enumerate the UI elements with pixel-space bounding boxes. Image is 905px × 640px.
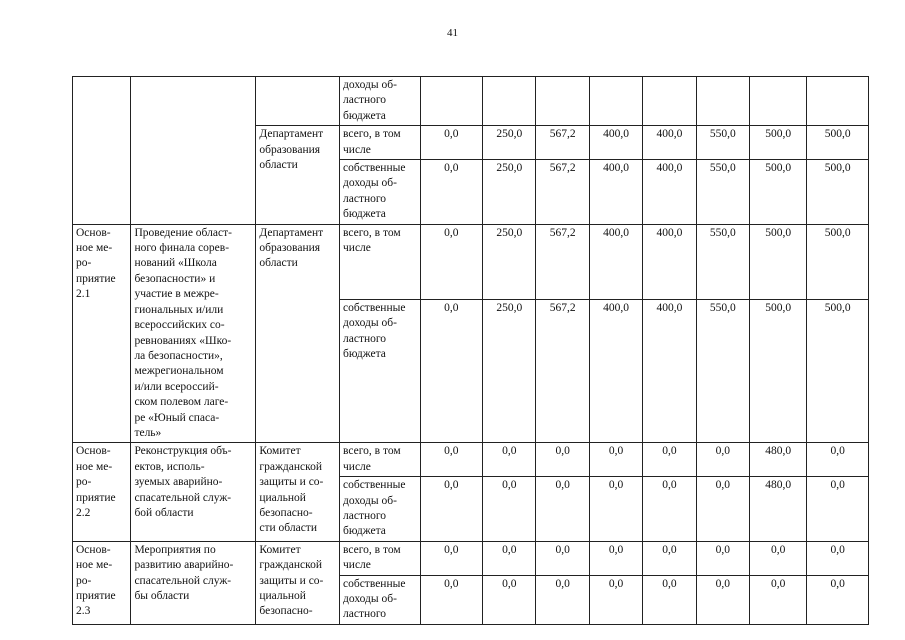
activity-title-cell xyxy=(131,541,256,624)
source-cell-line: собственные xyxy=(343,301,406,314)
value-cell: 400,0 xyxy=(643,299,696,443)
source-cell-line: всего, в том xyxy=(343,128,401,141)
value-cell: 0,0 xyxy=(589,575,642,624)
executor-cell-line: Департамент xyxy=(259,226,324,239)
value-cell: 500,0 xyxy=(807,126,869,160)
value-cell xyxy=(589,77,642,126)
executor-cell-line: Комитет xyxy=(259,543,301,556)
value-cell: 0,0 xyxy=(536,575,589,624)
value-cell: 567,2 xyxy=(536,299,589,443)
activity-code-cell-line: 2.1 xyxy=(76,288,91,301)
value-cell: 0,0 xyxy=(696,477,749,542)
source-cell-line: доходы об- xyxy=(343,593,397,605)
source-cell xyxy=(340,77,421,126)
activity-code-cell-line: 2.3 xyxy=(76,605,91,618)
executor-cell-line: безопасно- xyxy=(259,506,313,519)
activity-title-cell-line: Мероприятия по xyxy=(134,543,216,556)
activity-code-cell-line: приятие xyxy=(76,491,116,504)
value-cell: 400,0 xyxy=(643,126,696,160)
executor-cell-line: области xyxy=(259,257,298,270)
value-cell xyxy=(536,77,589,126)
value-cell: 0,0 xyxy=(483,575,536,624)
executor-cell-line: защиты и со- xyxy=(259,476,324,489)
value-cell: 500,0 xyxy=(750,160,807,225)
value-cell: 500,0 xyxy=(750,224,807,299)
value-cell: 550,0 xyxy=(696,160,749,225)
activity-title-cell-line: развитию аварийно- xyxy=(134,559,234,572)
value-cell: 500,0 xyxy=(807,224,869,299)
executor-cell-line: образования xyxy=(259,143,321,156)
activity-code-cell-line: ное ме- xyxy=(76,559,113,572)
activity-code-cell-line: приятие xyxy=(76,590,116,602)
activity-title-cell-line: спасательной служ- xyxy=(134,574,232,587)
value-cell: 0,0 xyxy=(807,477,869,542)
activity-title-cell xyxy=(131,224,256,443)
source-cell-line: бюджета xyxy=(343,525,386,538)
value-cell: 0,0 xyxy=(750,541,807,575)
value-cell: 0,0 xyxy=(420,477,482,542)
budget-table xyxy=(72,76,869,625)
activity-code-cell-line: Основ- xyxy=(76,543,111,556)
value-cell xyxy=(807,77,869,126)
value-cell: 400,0 xyxy=(589,126,642,160)
source-cell-line: ластного xyxy=(343,94,387,107)
activity-title-cell-line: ревнованиях «Шко- xyxy=(134,334,232,347)
source-cell-line: собственные xyxy=(343,479,406,492)
value-cell: 0,0 xyxy=(483,477,536,542)
activity-title-cell-line: и/или всероссий- xyxy=(134,380,219,393)
value-cell: 567,2 xyxy=(536,126,589,160)
value-cell: 0,0 xyxy=(420,443,482,477)
value-cell: 0,0 xyxy=(420,575,482,624)
table-row xyxy=(73,77,869,126)
activity-code-cell xyxy=(73,224,131,443)
value-cell: 0,0 xyxy=(420,126,482,160)
source-cell-line: ластного xyxy=(343,608,387,621)
source-cell xyxy=(340,575,421,624)
value-cell: 500,0 xyxy=(750,126,807,160)
source-cell-line: ластного xyxy=(343,509,387,522)
value-cell: 400,0 xyxy=(589,299,642,443)
value-cell: 567,2 xyxy=(536,224,589,299)
value-cell: 0,0 xyxy=(589,443,642,477)
source-cell-line: доходы об- xyxy=(343,79,397,91)
value-cell xyxy=(750,77,807,126)
value-cell: 0,0 xyxy=(696,575,749,624)
source-cell-line: числе xyxy=(343,242,371,255)
code-cell xyxy=(73,77,131,225)
source-cell xyxy=(340,126,421,160)
source-cell-line: бюджета xyxy=(343,208,386,221)
activity-code-cell-line: ро- xyxy=(76,257,92,270)
source-cell-line: бюджета xyxy=(343,109,386,122)
activity-title-cell xyxy=(131,443,256,541)
source-cell xyxy=(340,160,421,225)
executor-cell xyxy=(256,126,340,224)
value-cell: 0,0 xyxy=(420,541,482,575)
activity-title-cell-line: ного финала сорев- xyxy=(134,242,230,255)
table-row xyxy=(73,443,869,477)
source-cell-line: собственные xyxy=(343,162,406,175)
value-cell: 0,0 xyxy=(589,541,642,575)
source-cell-line: собственные xyxy=(343,577,406,590)
value-cell: 0,0 xyxy=(807,541,869,575)
value-cell: 0,0 xyxy=(420,299,482,443)
value-cell xyxy=(483,77,536,126)
table-body xyxy=(73,77,869,625)
activity-title-cell-line: нований «Школа xyxy=(134,257,217,270)
page-number: 41 xyxy=(447,27,458,39)
executor-cell-line: гражданской xyxy=(259,460,323,473)
value-cell: 400,0 xyxy=(643,160,696,225)
value-cell xyxy=(420,77,482,126)
executor-cell xyxy=(256,224,340,443)
source-cell-line: числе xyxy=(343,460,371,473)
activity-title-cell-line: межрегиональном xyxy=(134,365,224,378)
value-cell: 0,0 xyxy=(807,443,869,477)
source-cell-line: всего, в том xyxy=(343,445,401,458)
value-cell: 0,0 xyxy=(696,541,749,575)
value-cell: 0,0 xyxy=(536,477,589,542)
activity-code-cell-line: приятие xyxy=(76,272,116,285)
activity-title-cell-line: всероссийских со- xyxy=(134,319,225,332)
value-cell: 480,0 xyxy=(750,477,807,542)
value-cell: 0,0 xyxy=(536,541,589,575)
value-cell: 0,0 xyxy=(643,575,696,624)
value-cell: 400,0 xyxy=(589,160,642,225)
activity-code-cell-line: 2.2 xyxy=(76,506,91,519)
executor-cell xyxy=(256,541,340,624)
activity-code-cell-line: ное ме- xyxy=(76,242,113,255)
activity-title-cell-line: ла безопасности», xyxy=(134,349,223,362)
executor-cell-line: Комитет xyxy=(259,445,301,458)
executor-cell-line: области xyxy=(259,159,298,172)
value-cell: 550,0 xyxy=(696,224,749,299)
activity-title-cell-line: ектов, исполь- xyxy=(134,460,205,473)
activity-title-cell-line: бы области xyxy=(134,590,190,602)
executor-cell-line: циальной xyxy=(259,590,306,602)
value-cell: 0,0 xyxy=(643,477,696,542)
value-cell: 0,0 xyxy=(483,443,536,477)
value-cell: 0,0 xyxy=(750,575,807,624)
value-cell: 500,0 xyxy=(807,299,869,443)
value-cell: 550,0 xyxy=(696,299,749,443)
table-row xyxy=(73,224,869,299)
value-cell: 0,0 xyxy=(696,443,749,477)
source-cell-line: всего, в том xyxy=(343,226,401,239)
activity-title-cell-line: участие в межре- xyxy=(134,288,219,301)
value-cell: 550,0 xyxy=(696,126,749,160)
value-cell: 0,0 xyxy=(536,443,589,477)
value-cell: 0,0 xyxy=(420,224,482,299)
activity-title-cell-line: безопасности» и xyxy=(134,272,216,285)
activity-code-cell xyxy=(73,443,131,541)
executor-cell-line: циальной xyxy=(259,491,306,504)
value-cell: 250,0 xyxy=(483,126,536,160)
value-cell: 0,0 xyxy=(483,541,536,575)
activity-title-cell-line: тель» xyxy=(134,426,162,439)
activity-code-cell xyxy=(73,541,131,624)
table-row xyxy=(73,541,869,575)
value-cell: 480,0 xyxy=(750,443,807,477)
source-cell xyxy=(340,443,421,477)
source-cell-line: бюджета xyxy=(343,347,386,360)
source-cell-line: числе xyxy=(343,559,371,572)
value-cell: 400,0 xyxy=(589,224,642,299)
activity-title-cell-line: спасательной служ- xyxy=(134,491,232,504)
value-cell: 250,0 xyxy=(483,299,536,443)
value-cell: 0,0 xyxy=(807,575,869,624)
value-cell: 0,0 xyxy=(420,160,482,225)
activity-code-cell-line: Основ- xyxy=(76,226,111,239)
activity-code-cell-line: ное ме- xyxy=(76,460,113,473)
source-cell-line: всего, в том xyxy=(343,543,401,556)
activity-code-cell-line: Основ- xyxy=(76,445,111,458)
source-cell-line: доходы об- xyxy=(343,177,397,190)
value-cell: 250,0 xyxy=(483,224,536,299)
activity-code-cell-line: ро- xyxy=(76,574,92,587)
source-cell-line: доходы об- xyxy=(343,317,397,330)
activity-code-cell-line: ро- xyxy=(76,476,92,489)
activity-title-cell-line: бой области xyxy=(134,506,194,519)
executor-cell-line: Департамент xyxy=(259,128,324,141)
executor-cell-line: защиты и со- xyxy=(259,574,324,587)
value-cell: 0,0 xyxy=(643,541,696,575)
activity-title-cell-line: зуемых аварийно- xyxy=(134,476,223,489)
source-cell xyxy=(340,299,421,443)
value-cell: 567,2 xyxy=(536,160,589,225)
executor-cell xyxy=(256,77,340,126)
value-cell xyxy=(643,77,696,126)
activity-title-cell-line: ре «Юный спаса- xyxy=(134,411,220,424)
source-cell-line: ластного xyxy=(343,192,387,205)
activity-title-cell-line: ском полевом лаге- xyxy=(134,396,229,409)
source-cell-line: ластного xyxy=(343,332,387,345)
executor-cell-line: безопасно- xyxy=(259,605,313,618)
value-cell xyxy=(696,77,749,126)
value-cell: 500,0 xyxy=(750,299,807,443)
executor-cell-line: образования xyxy=(259,242,321,255)
executor-cell-line: сти области xyxy=(259,522,317,535)
source-cell xyxy=(340,541,421,575)
source-cell-line: доходы об- xyxy=(343,494,397,507)
activity-title-cell-line: гиональных и/или xyxy=(134,303,224,316)
source-cell xyxy=(340,477,421,542)
title-cell xyxy=(131,77,256,225)
value-cell: 0,0 xyxy=(643,443,696,477)
executor-cell xyxy=(256,443,340,541)
activity-title-cell-line: Реконструкция объ- xyxy=(134,445,232,458)
activity-title-cell-line: Проведение област- xyxy=(134,226,232,239)
value-cell: 500,0 xyxy=(807,160,869,225)
source-cell-line: числе xyxy=(343,143,371,156)
value-cell: 0,0 xyxy=(589,477,642,542)
value-cell: 400,0 xyxy=(643,224,696,299)
executor-cell-line: гражданской xyxy=(259,559,323,572)
value-cell: 250,0 xyxy=(483,160,536,225)
source-cell xyxy=(340,224,421,299)
